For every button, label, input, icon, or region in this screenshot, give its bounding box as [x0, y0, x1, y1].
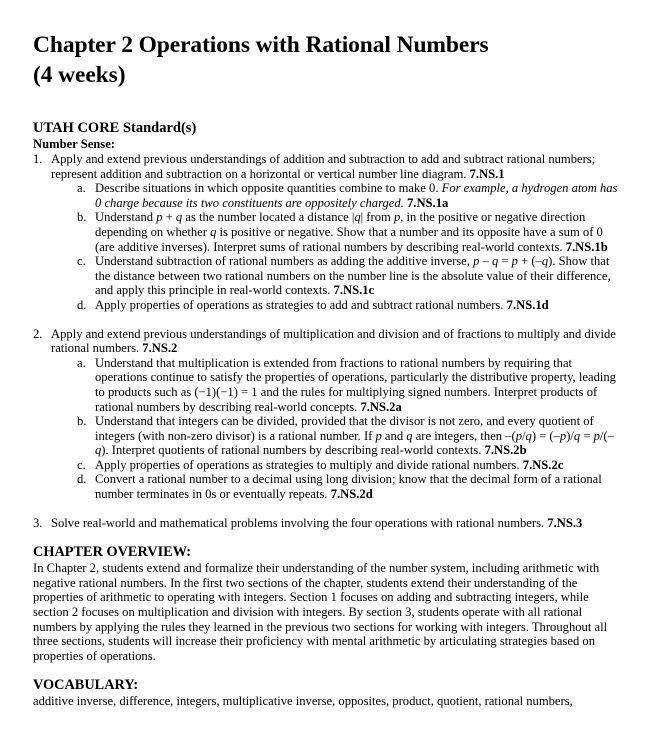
substandard-code: 7.NS.2a: [360, 399, 402, 414]
substandard-code: 7.NS.1c: [333, 283, 375, 298]
vocabulary-body: additive inverse, difference, integers, multiplicative inverse, opposites, product, quotient, rational numbers,: [33, 694, 573, 709]
substandard-text: Apply properties of operations as strategies to multiply and divide rational numbers.: [95, 457, 520, 472]
substandard-item: [77, 356, 620, 414]
substandard-item: [77, 298, 620, 313]
core-standards-heading: UTAH CORE Standard(s): [33, 120, 197, 136]
substandard-code: 7.NS.2b: [484, 443, 527, 458]
list-marker: a.: [77, 355, 86, 370]
substandard-text: Apply properties of operations as strategies to add and subtract rational numbers.: [95, 297, 504, 312]
standard-code: 7.NS.1: [469, 166, 505, 181]
substandard-item: [77, 472, 620, 501]
list-marker: c.: [77, 254, 86, 269]
chapter-overview-body: In Chapter 2, students extend and formalize their understanding of the number system, including arithmetic with negative rational numbers. In the first two sections of the chapter, students extend their understanding of the properties of arithmetic to operating with integers. Section 1 focuses on adding and subtracting integers, while section 2 focuses on multiplication and division with integers. By section 3, students operate with all rational numbers by applying the rules they learned in the previous two sections for working with integers. Throughout all three sections, students will increase their proficiency with mental arithmetic by articulating strategies based on properties of operations.: [33, 561, 608, 663]
spacer: [33, 530, 620, 543]
standard-item: [33, 516, 620, 531]
vocabulary-heading: VOCABULARY:: [33, 677, 139, 694]
substandard-item: [77, 254, 620, 298]
standard-text: Apply and extend previous understandings of multiplication and division and of fractions to multiply and divide rational numbers.: [51, 326, 616, 356]
list-marker: b.: [77, 210, 87, 225]
substandard-code: 7.NS.1d: [506, 297, 549, 312]
substandards-list: [51, 181, 620, 312]
page-title-line-2: (4 weeks): [33, 62, 126, 88]
chapter-overview-heading: CHAPTER OVERVIEW:: [33, 544, 191, 561]
list-marker: c.: [77, 457, 86, 472]
standard-text: Apply and extend previous understandings of addition and subtraction to add and subtract rational numbers; represent addition and subtraction on a horizontal or vertical number line diagram.: [51, 152, 596, 181]
list-marker: b.: [77, 414, 87, 429]
substandard-text: Understand that multiplication is extended from fractions to rational numbers by requiring that operations continue to satisfy the properties of operations, particularly the distributive property, leading to products such as (−1)(−1) = 1 and the rules for multiplying signed numbers. Interpret products of rational numbers by describing real-world concepts.: [95, 355, 616, 414]
standard-code: 7.NS.3: [547, 515, 583, 530]
list-marker: a.: [77, 181, 86, 196]
spacer: [33, 663, 620, 676]
substandard-item: [77, 458, 620, 473]
standard-item: [33, 152, 620, 313]
list-marker: d.: [77, 297, 87, 312]
standard-text: Solve real-world and mathematical problems involving the four operations with rational numbers.: [51, 515, 545, 530]
list-marker: 1.: [33, 152, 43, 166]
substandard-item: [77, 210, 620, 254]
substandard-code: 7.NS.1a: [407, 195, 449, 210]
page-title-line-1: Chapter 2 Operations with Rational Numbers: [33, 32, 489, 58]
substandard-text: Describe situations in which opposite quantities combine to make 0.: [95, 181, 439, 196]
substandard-text: Understand subtraction of rational numbers as adding the additive inverse, p – q = p + (–q). Show that the distance between two rational numbers on the number line is the absolute value of their difference, and apply this principle in real-world contexts.: [95, 254, 611, 298]
substandard-code: 7.NS.2c: [522, 457, 564, 472]
substandards-list: [51, 356, 620, 502]
substandard-item: [77, 414, 620, 458]
substandard-text: Understand p + q as the number located a distance |q| from p, in the positive or negative direction depending on whether q is positive or negative. Show that a number and its opposite have a sum of 0 (are additive inverses). Interpret sums of rational numbers by describing real-world contexts.: [95, 210, 603, 254]
list-marker: 3.: [33, 515, 43, 530]
page-title: [33, 30, 620, 90]
substandard-text: Understand that integers can be divided, provided that the divisor is not zero, and every quotient of integers (with non-zero divisor) is a rational number. If p and q are integers, then –(p/q) = (–p)/q = p/(–q). Interpret quotients of rational numbers by describing real-world contexts.: [95, 414, 614, 458]
standard-code: 7.NS.2: [142, 341, 178, 356]
spacer: [33, 90, 620, 106]
substandard-text: Convert a rational number to a decimal using long division; know that the decimal form of a rational number terminates in 0s or eventually repeats.: [95, 472, 602, 502]
substandard-item: [77, 181, 620, 210]
substandard-code: 7.NS.2d: [330, 487, 373, 502]
list-marker: 2.: [33, 326, 43, 341]
standard-item: [33, 327, 620, 502]
strand-heading: Number Sense:: [33, 137, 115, 151]
standards-list: [33, 152, 620, 530]
list-marker: d.: [77, 472, 87, 487]
substandard-code: 7.NS.1b: [565, 239, 608, 254]
substandard-example: For example, a hydrogen atom has 0 charge because its two constituents are oppositely charged.: [95, 181, 618, 210]
